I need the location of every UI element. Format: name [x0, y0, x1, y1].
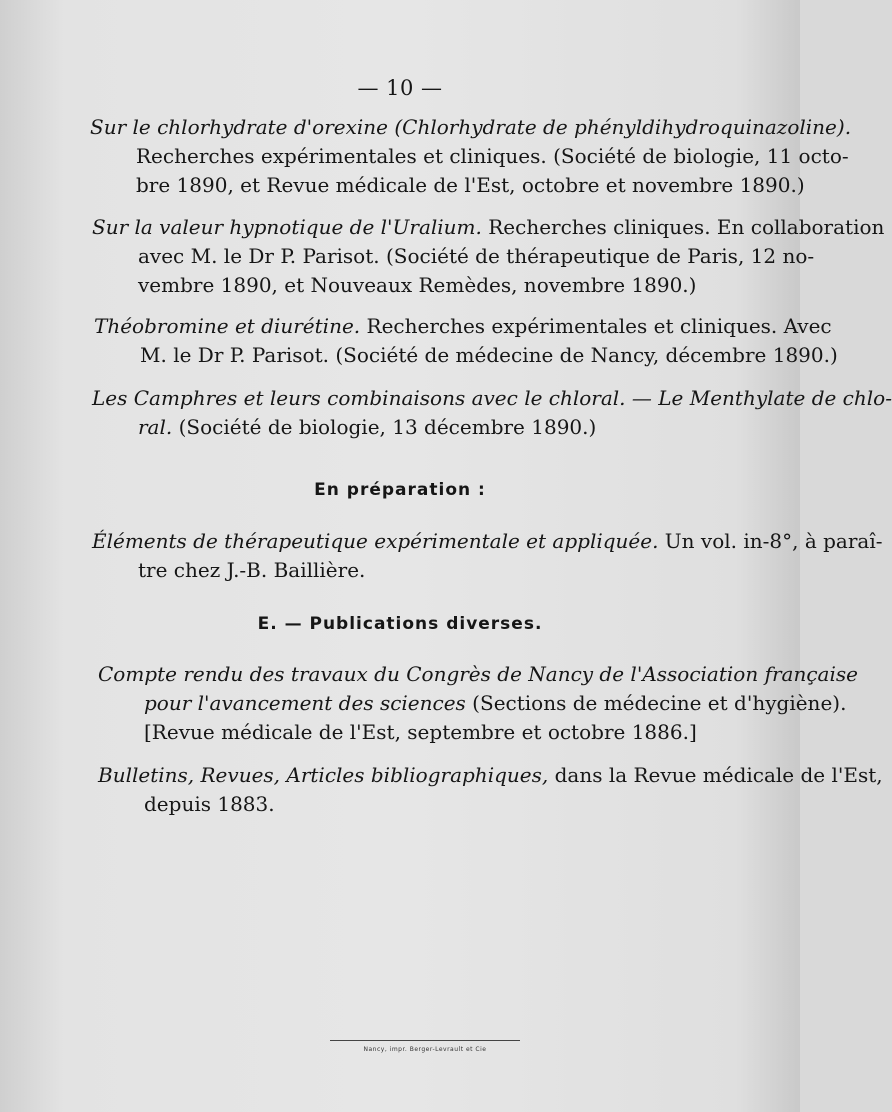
bibliography-entry	[92, 527, 883, 585]
entry-line	[90, 113, 852, 142]
entry-line	[92, 242, 815, 271]
imprint-rule	[330, 1040, 520, 1041]
entry-line	[94, 312, 832, 341]
entry-title: ral.	[138, 415, 173, 439]
entry-text: dans la Revue médicale de l'Est,	[548, 763, 883, 787]
entry-line	[98, 660, 858, 689]
section-heading-publications: E. — Publications diverses.	[257, 614, 543, 634]
entry-text: avec M. le Dr P. Parisot. (Société de thérapeutique de Paris, 12 no-	[138, 244, 815, 268]
entry-title: Compte rendu des travaux du Congrès de Nancy de l'Association française	[98, 662, 858, 686]
entry-text: bre 1890, et Revue médicale de l'Est, octobre et novembre 1890.)	[136, 173, 805, 197]
entry-line	[92, 413, 752, 442]
entry-line	[98, 790, 758, 819]
entry-line	[94, 341, 838, 370]
entry-line	[98, 718, 758, 747]
entry-line	[92, 384, 892, 413]
entry-line	[92, 556, 752, 585]
entry-text: Recherches expérimentales et cliniques. Avec	[360, 314, 832, 338]
entry-title: Sur le chlorhydrate d'orexine (Chlorhydrate de phényldihydroquinazoline).	[90, 115, 852, 139]
section-heading-preparation: En préparation :	[314, 480, 486, 500]
bibliography-entry	[98, 660, 858, 747]
entry-title: Théobromine et diurétine.	[94, 314, 361, 338]
entry-line	[92, 271, 752, 300]
entry-title: pour l'avancement des sciences	[144, 691, 466, 715]
entry-text: (Société de biologie, 13 décembre 1890.)	[172, 415, 597, 439]
entry-title: Éléments de thérapeutique expérimentale et appliquée.	[92, 529, 659, 553]
bibliography-entry	[98, 761, 883, 819]
page-number: — 10 —	[357, 76, 443, 100]
entry-text: (Sections de médecine et d'hygiène).	[465, 691, 847, 715]
entry-line	[92, 213, 885, 242]
entry-text: [Revue médicale de l'Est, septembre et octobre 1886.]	[144, 720, 697, 744]
entry-title: Sur la valeur hypnotique de l'Uralium.	[92, 215, 482, 239]
entry-line	[98, 689, 847, 718]
entry-text: depuis 1883.	[144, 792, 275, 816]
entry-line	[92, 527, 883, 556]
entry-line	[98, 761, 883, 790]
entry-line	[90, 171, 805, 200]
entry-text: Recherches expérimentales et cliniques. (Société de biologie, 11 octo-	[136, 144, 849, 168]
entry-text: vembre 1890, et Nouveaux Remèdes, novembre 1890.)	[138, 273, 697, 297]
entry-title: Les Camphres et leurs combinaisons avec le chloral. — Le Menthylate de chlo-	[92, 386, 892, 410]
bibliography-entry	[94, 312, 838, 370]
bibliography-entry	[90, 113, 852, 200]
entry-text: M. le Dr P. Parisot. (Société de médecine de Nancy, décembre 1890.)	[140, 343, 838, 367]
bibliography-entry	[92, 384, 892, 442]
entry-line	[90, 142, 849, 171]
bibliography-entry	[92, 213, 885, 300]
entry-text: Recherches cliniques. En collaboration	[481, 215, 885, 239]
entry-text: tre chez J.-B. Baillière.	[138, 558, 366, 582]
printer-imprint: Nancy, impr. Berger-Levrault et Cie	[363, 1046, 487, 1053]
entry-text: Un vol. in-8°, à paraî-	[658, 529, 883, 553]
entry-title: Bulletins, Revues, Articles bibliographiques,	[98, 763, 549, 787]
